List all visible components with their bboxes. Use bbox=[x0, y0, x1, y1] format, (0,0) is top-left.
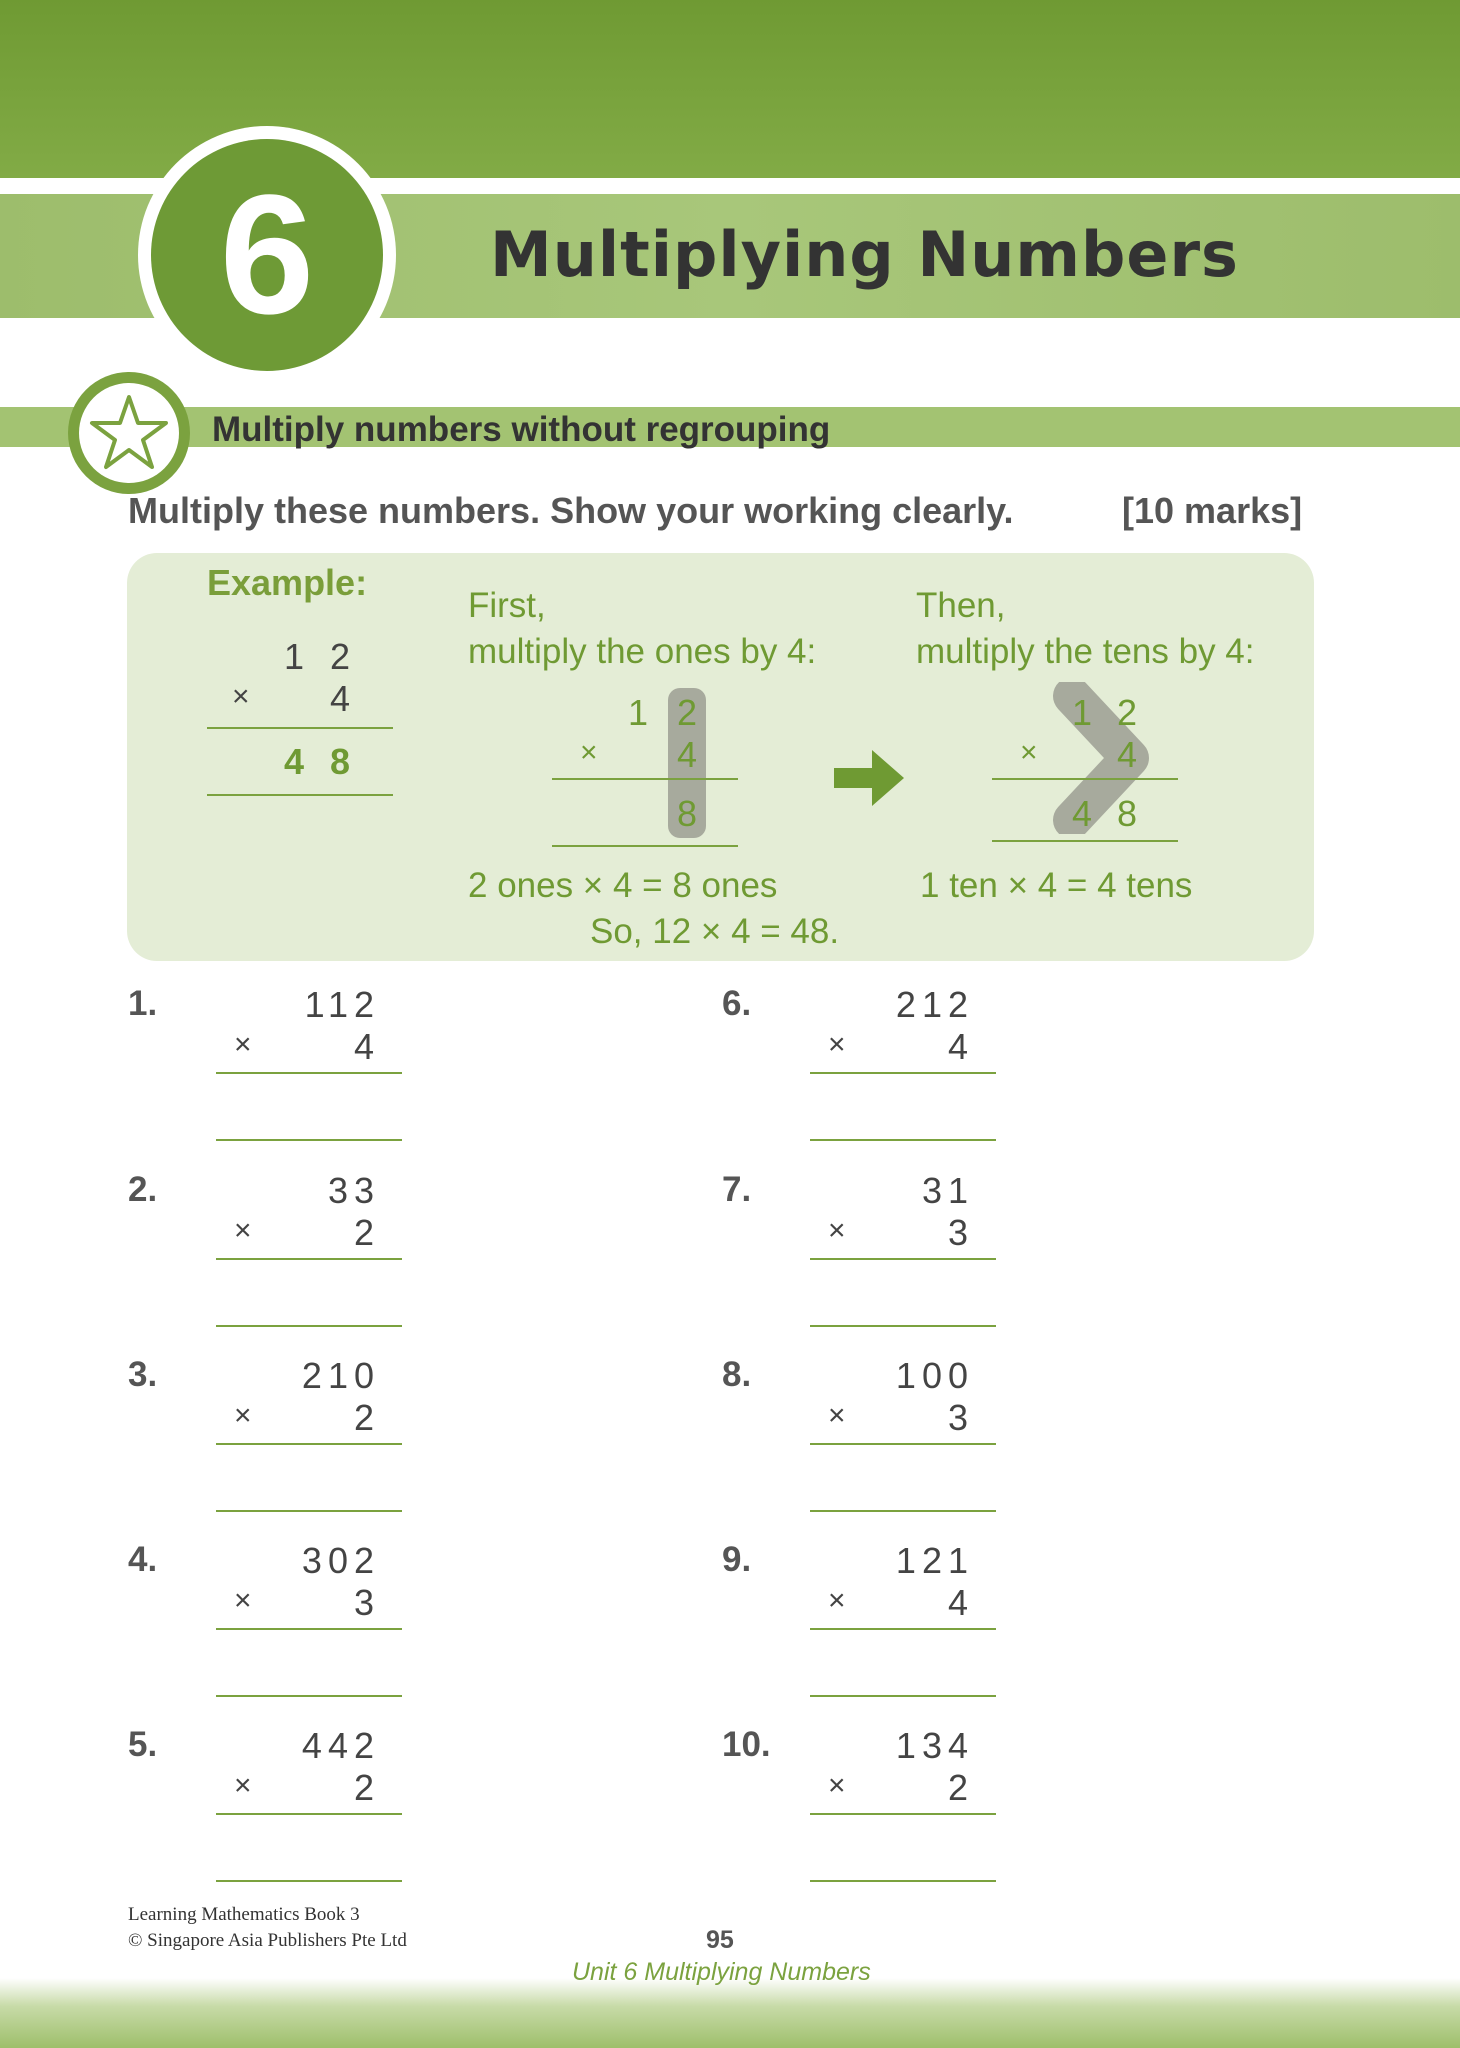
step2-result-tens: 4 bbox=[1072, 793, 1093, 834]
working-line bbox=[216, 1443, 402, 1445]
question-top: 134 bbox=[895, 1725, 974, 1766]
step1-result: 8 bbox=[677, 793, 698, 834]
working-line bbox=[810, 1813, 996, 1815]
times-sign: × bbox=[828, 1399, 846, 1432]
answer-line[interactable] bbox=[216, 1695, 402, 1697]
question-number: 4. bbox=[128, 1540, 158, 1579]
example-times: × bbox=[232, 680, 250, 713]
answer-line[interactable] bbox=[810, 1325, 996, 1327]
example-answer-tens: 4 bbox=[284, 741, 305, 782]
question-top: 33 bbox=[327, 1170, 380, 1211]
book-title: Learning Mathematics Book 3 bbox=[128, 1904, 360, 1925]
marks-label: [10 marks] bbox=[1122, 490, 1303, 531]
question-number: 7. bbox=[722, 1170, 752, 1209]
step1-top-ones: 2 bbox=[677, 692, 698, 733]
tens-chevron-highlight bbox=[1052, 682, 1156, 834]
step1-line-2 bbox=[552, 845, 738, 847]
answer-line[interactable] bbox=[810, 1695, 996, 1697]
step2-result-ones: 8 bbox=[1117, 793, 1138, 834]
step2-line-1 bbox=[992, 778, 1178, 780]
right-arrow-icon bbox=[834, 748, 906, 808]
step2-multiplier: 4 bbox=[1117, 734, 1138, 775]
step1-caption: 2 ones × 4 = 8 ones bbox=[468, 866, 778, 905]
step1-title-1: First, bbox=[468, 586, 546, 625]
times-sign: × bbox=[234, 1028, 252, 1061]
chapter-title: Multiplying Numbers bbox=[490, 218, 1239, 291]
question-multiplier: 2 bbox=[947, 1767, 974, 1808]
example-multiplier: 4 bbox=[330, 678, 351, 719]
chapter-number: 6 bbox=[219, 160, 315, 350]
question-top: 121 bbox=[895, 1540, 974, 1581]
working-line bbox=[216, 1628, 402, 1630]
star-icon bbox=[79, 383, 179, 483]
times-sign: × bbox=[234, 1769, 252, 1802]
example-line-1 bbox=[207, 727, 393, 729]
question-multiplier: 2 bbox=[353, 1767, 380, 1808]
working-line bbox=[216, 1813, 402, 1815]
section-title: Multiply numbers without regrouping bbox=[212, 410, 831, 449]
question-number: 1. bbox=[128, 984, 158, 1023]
question-number: 9. bbox=[722, 1540, 752, 1579]
answer-line[interactable] bbox=[216, 1880, 402, 1882]
working-line bbox=[810, 1258, 996, 1260]
instruction-text: Multiply these numbers. Show your working clearly. bbox=[128, 490, 1014, 531]
answer-line[interactable] bbox=[216, 1510, 402, 1512]
step1-title-2: multiply the ones by 4: bbox=[468, 632, 817, 671]
example-line-2 bbox=[207, 794, 393, 796]
answer-line[interactable] bbox=[810, 1510, 996, 1512]
step2-top-ones: 2 bbox=[1117, 692, 1138, 733]
working-line bbox=[216, 1258, 402, 1260]
question-number: 5. bbox=[128, 1725, 158, 1764]
question-top: 210 bbox=[301, 1355, 380, 1396]
question-number: 8. bbox=[722, 1355, 752, 1394]
question-multiplier: 2 bbox=[353, 1212, 380, 1253]
question-multiplier: 4 bbox=[947, 1026, 974, 1067]
question-top: 112 bbox=[304, 984, 380, 1025]
answer-line[interactable] bbox=[810, 1139, 996, 1141]
example-top-tens: 1 bbox=[284, 636, 305, 677]
times-sign: × bbox=[828, 1769, 846, 1802]
question-top: 302 bbox=[301, 1540, 380, 1581]
working-line bbox=[810, 1628, 996, 1630]
answer-line[interactable] bbox=[216, 1325, 402, 1327]
question-top: 442 bbox=[301, 1725, 380, 1766]
times-sign: × bbox=[234, 1214, 252, 1247]
step1-times: × bbox=[580, 736, 598, 769]
question-multiplier: 2 bbox=[353, 1397, 380, 1438]
step2-top-tens: 1 bbox=[1072, 692, 1093, 733]
times-sign: × bbox=[828, 1584, 846, 1617]
question-number: 6. bbox=[722, 984, 752, 1023]
example-answer-ones: 8 bbox=[330, 741, 351, 782]
question-number: 3. bbox=[128, 1355, 158, 1394]
example-conclusion: So, 12 × 4 = 48. bbox=[590, 912, 840, 951]
working-line bbox=[810, 1072, 996, 1074]
step1-multiplier: 4 bbox=[677, 734, 698, 775]
footer-band bbox=[0, 1978, 1460, 2048]
working-line bbox=[810, 1443, 996, 1445]
question-multiplier: 4 bbox=[353, 1026, 380, 1067]
times-sign: × bbox=[234, 1584, 252, 1617]
step1-top-tens: 1 bbox=[628, 692, 649, 733]
question-multiplier: 3 bbox=[353, 1582, 380, 1623]
times-sign: × bbox=[828, 1028, 846, 1061]
answer-line[interactable] bbox=[216, 1139, 402, 1141]
step2-caption: 1 ten × 4 = 4 tens bbox=[920, 866, 1193, 905]
question-number: 10. bbox=[722, 1725, 771, 1764]
example-top-ones: 2 bbox=[330, 636, 351, 677]
question-top: 100 bbox=[895, 1355, 974, 1396]
times-sign: × bbox=[234, 1399, 252, 1432]
page-number: 95 bbox=[706, 1926, 734, 1954]
question-multiplier: 4 bbox=[947, 1582, 974, 1623]
step2-times: × bbox=[1020, 736, 1038, 769]
step1-line-1 bbox=[552, 778, 738, 780]
question-top: 212 bbox=[895, 984, 974, 1025]
step2-title-2: multiply the tens by 4: bbox=[916, 632, 1255, 671]
question-multiplier: 3 bbox=[947, 1212, 974, 1253]
copyright: © Singapore Asia Publishers Pte Ltd bbox=[128, 1930, 407, 1951]
working-line bbox=[216, 1072, 402, 1074]
answer-line[interactable] bbox=[810, 1880, 996, 1882]
question-number: 2. bbox=[128, 1170, 158, 1209]
unit-caption: Unit 6 Multiplying Numbers bbox=[572, 1958, 871, 1986]
step2-title-1: Then, bbox=[916, 586, 1006, 625]
example-label: Example: bbox=[207, 562, 368, 603]
times-sign: × bbox=[828, 1214, 846, 1247]
question-top: 31 bbox=[921, 1170, 974, 1211]
step2-line-2 bbox=[992, 840, 1178, 842]
question-multiplier: 3 bbox=[947, 1397, 974, 1438]
